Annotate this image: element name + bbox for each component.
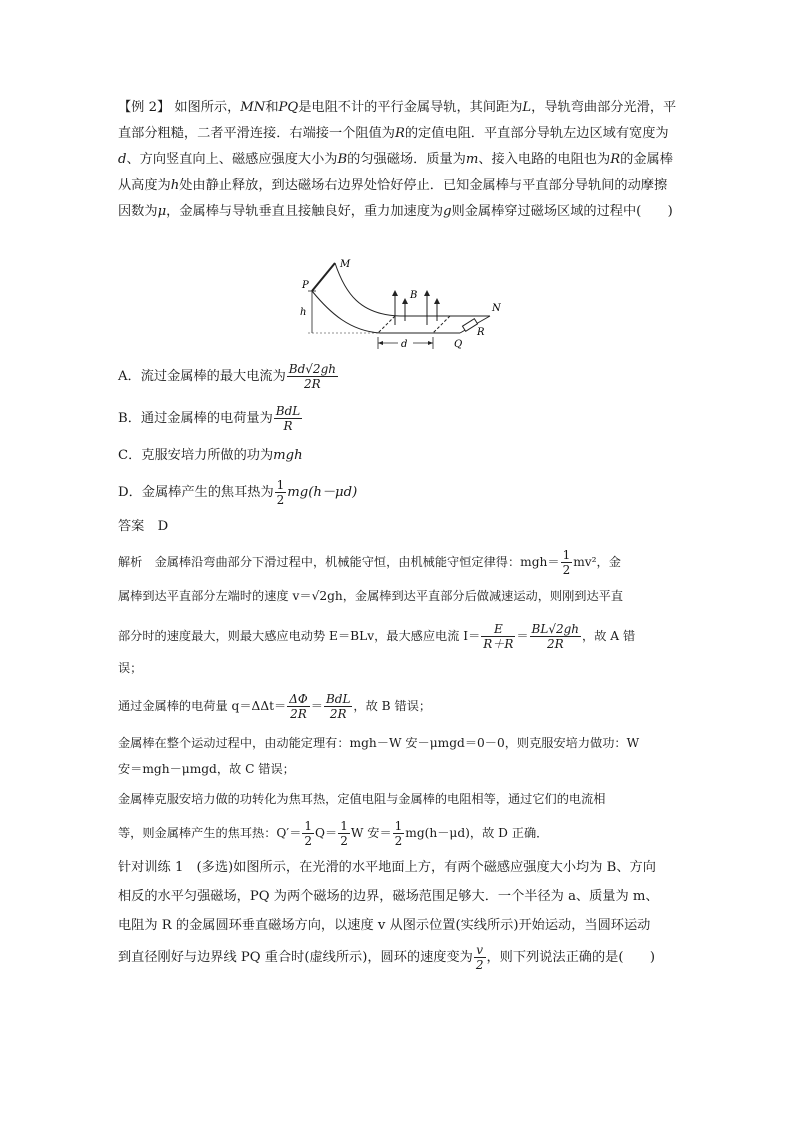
solution-line-6 (118, 730, 678, 756)
option-c-text: C．克服安培力所做的功为 (118, 448, 274, 463)
text: 金属棒在整个运动过程中，由动能定理有：mgh－W 安－μmgd＝0－0，则克服安培力做功：W (118, 736, 640, 750)
symbol: L (522, 100, 532, 115)
numerator: 1 (304, 819, 313, 833)
text: 安＝mgh－μmgd，故 C 错误； (118, 762, 295, 776)
label-Q: Q (454, 339, 463, 350)
solution-line-3 (118, 618, 678, 654)
solution-line-1 (118, 547, 678, 577)
denominator: R＋R (483, 637, 514, 651)
text: 、方向竖直向上、磁感应强度大小为 (126, 152, 338, 167)
numerator: BdL (275, 404, 301, 418)
text: 等，则金属棒产生的焦耳热：Q′＝ (118, 826, 302, 840)
symbol: m (465, 152, 479, 167)
denominator: 2 (304, 834, 313, 848)
numerator: E (481, 622, 515, 637)
text: mv²，金 (573, 555, 621, 569)
numerator: BL√2gh (531, 622, 580, 636)
symbol: g (443, 204, 452, 219)
numerator: BdL (325, 692, 351, 706)
text: ，金属棒与导轨垂直且接触良好，重力加速度为 (166, 204, 444, 219)
option-c (118, 443, 678, 469)
fraction (302, 819, 314, 848)
text: 和 (265, 100, 279, 115)
text: ，则下列说法正确的是( ) (486, 950, 656, 965)
numerator: Bd√2gh (288, 362, 336, 376)
text: mg(h－μd)，故 D 正确． (405, 826, 549, 840)
text: 则金属棒穿过磁场区域的过程中( ) (451, 204, 673, 219)
label-M: M (340, 259, 351, 270)
denominator: R (283, 419, 293, 433)
training-line-2 (118, 884, 678, 910)
symbol: R (394, 126, 405, 141)
solution-line-8 (118, 786, 678, 812)
text: 相反的水平匀强磁场，PQ 为两个磁场的边界，磁场范围足够大．一个半径为 a、质量为 m、 (118, 889, 659, 904)
numerator: 1 (276, 478, 285, 492)
text: 、接入电路的电阻也为 (478, 152, 611, 167)
denominator: 2 (475, 958, 484, 972)
text: ，导轨弯曲部分光滑，平直部分粗糙，二者平滑连接．右端接一个阻值为 (118, 100, 677, 141)
text: 的定值电阻．平直部分导轨左边区域有宽度为 (404, 126, 669, 141)
text: 到直径刚好与边界线 PQ 重合时(虚线所示)，圆环的速度变为 (118, 950, 473, 965)
denominator: 2 (562, 563, 571, 577)
option-b (118, 400, 678, 438)
solution-line-4 (118, 655, 678, 681)
example-tag: 【例 2】 (118, 100, 171, 115)
text: 通过金属棒的电荷量 q＝ΔΔt＝ (118, 699, 287, 713)
numerator: ΔΦ (289, 692, 308, 706)
text: 金属棒克服安培力做的功转化为焦耳热，定值电阻与金属棒的电阻相等，通过它们的电流相 (118, 792, 606, 806)
symbol: d (118, 152, 127, 167)
text: ，故 B 错误； (353, 699, 432, 713)
solution-label: 解析 (118, 555, 143, 569)
label-R: R (477, 327, 485, 338)
fraction (474, 943, 486, 972)
denominator: 2R (290, 707, 307, 721)
text: 如图所示， (174, 100, 241, 115)
text: 电阻为 R 的金属圆环垂直磁场方向，以速度 v 从图示位置(实线所示)开始运动，当圆环运动 (118, 918, 651, 933)
example-paragraph (118, 95, 678, 225)
symbol: μ (157, 204, 167, 219)
fraction (274, 404, 302, 433)
solution-line-5 (118, 688, 678, 724)
fraction (287, 692, 310, 721)
text: 是电阻不计的平行金属导轨，其间距为 (298, 100, 523, 115)
label-h: h (300, 307, 307, 318)
answer-value: D (157, 519, 169, 534)
denominator: 2 (394, 834, 403, 848)
fraction (338, 819, 350, 848)
text: 部分时的速度最大，则最大感应电动势 E＝BLv，最大感应电流 I＝ (118, 629, 481, 643)
text: 的匀强磁场．质量为 (347, 152, 466, 167)
rail-figure (290, 253, 510, 358)
option-d-text: D．金属棒产生的焦耳热为 (118, 485, 274, 500)
training-line-3 (118, 913, 678, 939)
text: ＝ (310, 699, 323, 713)
text: 针对训练 1 (多选)如图所示，在光滑的水平地面上方，有两个磁感应强度大小均为 B、方向 (118, 860, 656, 875)
numerator: v (474, 943, 486, 958)
denominator: 2R (546, 637, 564, 651)
numerator: 1 (394, 819, 403, 833)
numerator: 1 (340, 819, 348, 833)
symbol: PQ (278, 100, 299, 115)
solution-line-2 (118, 583, 678, 609)
symbol: MN (240, 100, 266, 115)
text: 属棒到达平直部分左端时的速度 v＝√2gh，金属棒到达平直部分后做减速运动，则刚到达平直 (118, 589, 624, 603)
training-line-4 (118, 939, 678, 977)
label-B: B (410, 290, 418, 301)
fraction (324, 692, 352, 721)
fraction (530, 622, 581, 651)
training-line-1 (118, 855, 678, 881)
solution-line-7 (118, 756, 678, 782)
option-d-expr: mg(h－μd) (287, 485, 358, 500)
fraction (275, 478, 287, 507)
numerator: 1 (562, 548, 571, 562)
text: W 安＝ (350, 826, 392, 840)
text: 的金属棒从高度为 (118, 152, 673, 193)
symbol: R (610, 152, 621, 167)
option-d (118, 474, 678, 512)
symbol: h (170, 178, 180, 193)
fraction (561, 548, 573, 577)
denominator: 2 (340, 834, 348, 848)
answer (118, 514, 678, 540)
text: ＝ (516, 629, 529, 643)
answer-label: 答案 (118, 519, 145, 534)
text: 处由静止释放，到达磁场右边界处恰好停止．已知金属棒与平直部分导轨间的动摩擦因数为 (118, 178, 668, 219)
option-a (118, 358, 678, 396)
option-b-text: B．通过金属棒的电荷量为 (118, 411, 273, 426)
symbol: B (337, 152, 348, 167)
denominator: 2R (304, 377, 321, 391)
label-d: d (401, 339, 408, 350)
label-N: N (492, 303, 501, 314)
label-P: P (302, 280, 309, 291)
text: 金属棒沿弯曲部分下滑过程中，机械能守恒，由机械能守恒定律得：mgh＝ (154, 555, 560, 569)
denominator: 2 (276, 493, 285, 507)
option-a-text: A．流过金属棒的最大电流为 (118, 369, 286, 384)
solution-line-9 (118, 815, 678, 851)
text: Q＝ (315, 826, 338, 840)
fraction (287, 362, 338, 391)
fraction (393, 819, 405, 848)
text: 误； (118, 661, 143, 675)
option-c-expr: mgh (273, 448, 303, 463)
denominator: 2R (329, 707, 347, 721)
fraction (481, 622, 515, 651)
text: ，故 A 错 (582, 629, 636, 643)
